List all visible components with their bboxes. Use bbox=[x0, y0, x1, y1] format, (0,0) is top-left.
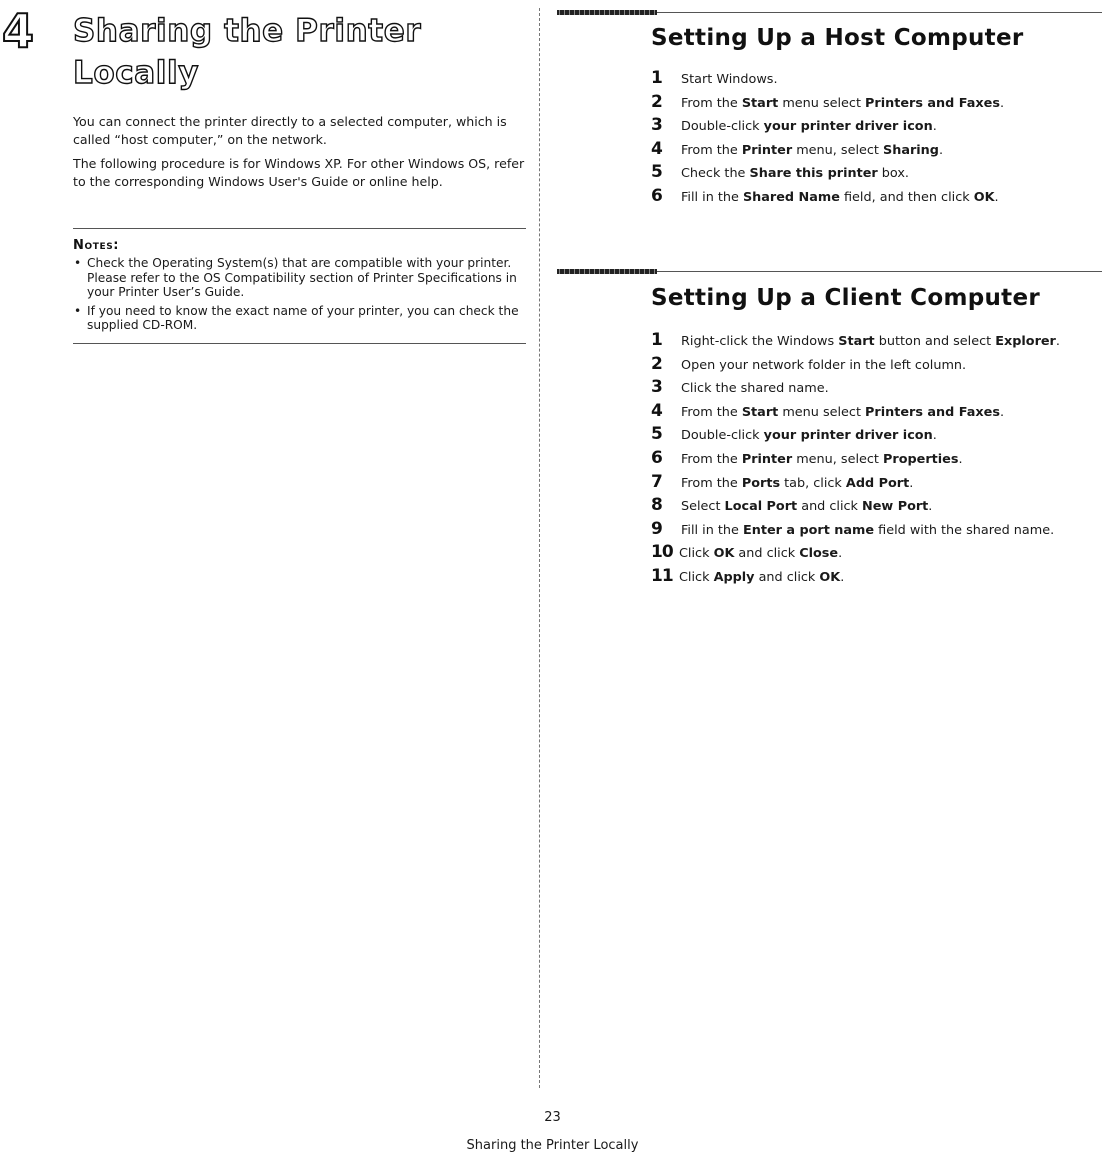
step-number: 6 bbox=[651, 447, 663, 468]
section-rule bbox=[557, 12, 1102, 13]
step-text-part: Check the bbox=[681, 166, 750, 182]
intro-text bbox=[73, 113, 528, 197]
step-text bbox=[681, 405, 1004, 420]
page-number: 23 bbox=[544, 1110, 561, 1125]
step-text-part: and click bbox=[754, 569, 820, 585]
step-text-part: . bbox=[999, 95, 1005, 111]
note-item bbox=[73, 304, 526, 333]
step-item bbox=[651, 566, 1101, 590]
note-text: If you need to know the exact name of your printer, you can check the supplied CD-ROM. bbox=[87, 303, 519, 332]
step-emphasis: Add Port bbox=[845, 475, 910, 491]
step-number: 1 bbox=[651, 68, 663, 88]
intro-paragraph: The following procedure is for Windows XP. For other Windows OS, refer to the corresponding Windows User's Guide or online help. bbox=[73, 156, 525, 189]
step-number: 3 bbox=[651, 115, 663, 136]
step-text-part: Right-click the Windows bbox=[681, 334, 839, 349]
step-text-part: Fill in the bbox=[681, 522, 743, 538]
step-emphasis: OK bbox=[819, 569, 841, 585]
host-section-title: Setting Up a Host Computer bbox=[651, 25, 1024, 51]
step-text-part: Start Windows. bbox=[681, 72, 778, 87]
notes-heading: Notes: bbox=[73, 238, 120, 253]
step-text bbox=[679, 570, 844, 585]
step-number: 8 bbox=[651, 495, 663, 516]
step-text-part: menu select bbox=[778, 95, 866, 111]
step-item bbox=[651, 495, 1101, 519]
step-text-part: . bbox=[999, 404, 1005, 420]
step-emphasis: OK bbox=[713, 546, 735, 562]
step-text bbox=[681, 72, 778, 87]
step-text bbox=[681, 190, 999, 205]
step-text-part: Select bbox=[681, 499, 725, 515]
host-steps-list bbox=[651, 68, 1101, 210]
step-emphasis: Share this printer bbox=[749, 166, 878, 182]
bullet-icon: • bbox=[74, 256, 82, 270]
step-number: 6 bbox=[651, 185, 663, 206]
step-item bbox=[651, 330, 1101, 354]
step-emphasis: Printers and Faxes bbox=[865, 95, 1000, 111]
step-item bbox=[651, 139, 1101, 163]
step-text-part: Click the shared name. bbox=[681, 381, 829, 397]
step-text-part: From the bbox=[681, 95, 742, 111]
step-emphasis: Printer bbox=[741, 142, 793, 158]
step-text-part: . bbox=[958, 451, 963, 467]
step-emphasis: Explorer bbox=[995, 334, 1056, 349]
step-number: 9 bbox=[651, 518, 663, 539]
step-text-part: Click bbox=[679, 569, 714, 585]
step-text bbox=[681, 428, 937, 443]
step-text bbox=[679, 546, 842, 561]
note-text: Check the Operating System(s) that are compatible with your printer. Please refer to the OS Compatibility section of Printer Specifications in your Printer User’s Guide. bbox=[87, 256, 517, 299]
step-item bbox=[651, 68, 1101, 92]
step-text bbox=[681, 166, 909, 181]
step-item bbox=[651, 354, 1101, 378]
step-item bbox=[651, 377, 1101, 401]
step-text-part: Double-click bbox=[681, 119, 764, 135]
step-emphasis: Start bbox=[741, 404, 779, 420]
step-text bbox=[681, 334, 1060, 349]
step-text-part: From the bbox=[681, 142, 742, 158]
step-emphasis: New Port bbox=[862, 499, 929, 515]
step-text-part: . bbox=[938, 142, 944, 158]
step-emphasis: your printer driver icon bbox=[763, 119, 933, 135]
step-text-part: Open your network folder in the left column. bbox=[681, 357, 967, 373]
step-text-part: Click bbox=[679, 546, 714, 562]
step-item bbox=[651, 472, 1101, 496]
step-number: 11 bbox=[651, 565, 673, 586]
chapter-title: Sharing the Printer Locally bbox=[73, 13, 422, 91]
step-emphasis: Printers and Faxes bbox=[865, 404, 1000, 420]
section-rule bbox=[557, 271, 1102, 272]
step-text bbox=[681, 381, 829, 396]
step-text-part: Fill in the bbox=[681, 189, 743, 205]
intro-paragraph: You can connect the printer directly to a selected computer, which is called “host computer,” on the network. bbox=[73, 114, 507, 147]
rule-pattern bbox=[557, 269, 657, 274]
step-text-part: menu, select bbox=[792, 142, 883, 158]
bullet-icon: • bbox=[74, 303, 82, 318]
step-number: 3 bbox=[651, 377, 663, 398]
step-emphasis: Properties bbox=[883, 451, 959, 467]
step-emphasis: Shared Name bbox=[742, 189, 840, 205]
step-item bbox=[651, 115, 1101, 139]
step-text-part: From the bbox=[681, 475, 742, 491]
step-emphasis: OK bbox=[973, 189, 995, 205]
step-text-part: . bbox=[1055, 334, 1060, 349]
step-text-part: menu, select bbox=[792, 451, 883, 467]
step-number: 2 bbox=[651, 91, 663, 112]
step-item bbox=[651, 519, 1101, 543]
step-item bbox=[651, 162, 1101, 186]
step-text-part: menu select bbox=[778, 404, 866, 420]
step-text-part: . bbox=[932, 119, 937, 135]
column-divider bbox=[539, 8, 540, 1088]
step-text-part: . bbox=[928, 499, 933, 515]
step-text bbox=[681, 143, 943, 158]
step-text bbox=[681, 452, 963, 467]
step-text bbox=[681, 523, 1054, 538]
step-emphasis: Enter a port name bbox=[742, 522, 875, 538]
step-text-part: From the bbox=[681, 451, 742, 467]
notes-box bbox=[73, 228, 526, 344]
step-text-part: field with the shared name. bbox=[874, 522, 1055, 538]
step-item bbox=[651, 448, 1101, 472]
step-number: 2 bbox=[651, 353, 663, 374]
step-text-part: button and select bbox=[874, 334, 996, 349]
step-text-part: . bbox=[932, 428, 937, 444]
step-text-part: box. bbox=[877, 166, 909, 182]
running-footer-title: Sharing the Printer Locally bbox=[466, 1138, 639, 1153]
step-text-part: field, and then click bbox=[839, 189, 974, 205]
step-text-part: and click bbox=[797, 499, 863, 515]
step-text-part: . bbox=[838, 546, 843, 562]
step-text bbox=[681, 499, 932, 514]
step-emphasis: Sharing bbox=[883, 142, 939, 158]
step-text-part: . bbox=[994, 189, 999, 205]
step-number: 7 bbox=[651, 471, 663, 492]
chapter-number: 4 bbox=[2, 4, 35, 58]
step-text bbox=[681, 119, 937, 134]
step-number: 5 bbox=[651, 162, 663, 183]
step-emphasis: Start bbox=[741, 95, 779, 111]
step-text-part: and click bbox=[734, 546, 800, 562]
step-item bbox=[651, 424, 1101, 448]
step-emphasis: your printer driver icon bbox=[763, 428, 933, 444]
step-text-part: . bbox=[909, 475, 914, 491]
step-number: 10 bbox=[651, 542, 673, 563]
step-text bbox=[681, 476, 913, 491]
step-item bbox=[651, 186, 1101, 210]
step-item bbox=[651, 401, 1101, 425]
step-number: 5 bbox=[651, 424, 663, 445]
step-number: 4 bbox=[651, 138, 663, 159]
step-emphasis: Printer bbox=[741, 451, 793, 467]
step-number: 1 bbox=[651, 330, 663, 350]
client-steps-list bbox=[651, 330, 1101, 590]
step-emphasis: Local Port bbox=[724, 499, 798, 515]
step-emphasis: Apply bbox=[713, 569, 755, 585]
step-emphasis: Ports bbox=[741, 475, 781, 491]
notes-list bbox=[73, 256, 526, 333]
step-text bbox=[681, 358, 966, 373]
step-text bbox=[681, 96, 1004, 111]
step-text-part: From the bbox=[681, 404, 742, 420]
step-item bbox=[651, 92, 1101, 116]
step-text-part: tab, click bbox=[780, 475, 846, 491]
step-text-part: . bbox=[840, 569, 845, 585]
note-item bbox=[73, 256, 526, 300]
step-item bbox=[651, 542, 1101, 566]
step-number: 4 bbox=[651, 400, 663, 421]
client-section-title: Setting Up a Client Computer bbox=[651, 285, 1041, 311]
step-text-part: Double-click bbox=[681, 428, 764, 444]
step-emphasis: Start bbox=[838, 334, 875, 349]
step-emphasis: Close bbox=[799, 546, 839, 562]
rule-pattern bbox=[557, 10, 657, 15]
